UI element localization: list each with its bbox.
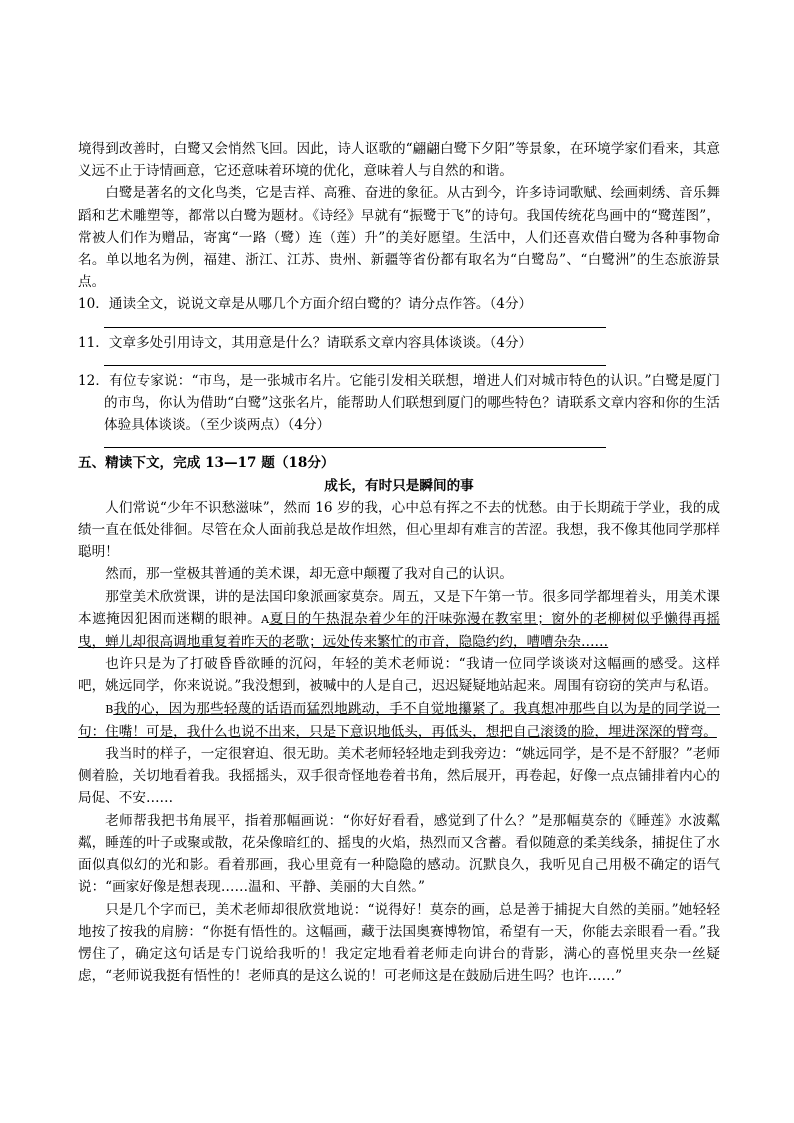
answer-line <box>104 436 606 448</box>
answer-line <box>104 316 606 328</box>
story-paragraph: 老师帮我把书角展平，指着那幅画说：“你好好看看，感觉到了什么？”是那幅莫奈的《睡莲》水波粼粼，睡莲的叶子或聚或散，花朵像暗红的、摇曳的火焰，热烈而又含蓄。看似随意的柔美线条，捕捉住了水面似真似幻的光和影。看着那画，我心里竟有一种隐隐的感动。沉默良久，我听见自己用极不确定的语气说：“画家好像是想表现……温和、平静、美丽的大自然。” <box>78 812 720 896</box>
story-paragraph: 也许只是为了打破昏昏欲睡的沉闷，年轻的美术老师说：“我请一位同学谈谈对这幅画的感受。这样吧，姚远同学，你来说说。”我没想到，被喊中的人是自己，迟迟疑疑地站起来。周围有窃窃的笑声与私语。 <box>78 656 720 695</box>
story-title: 成长，有时只是瞬间的事 <box>324 477 474 494</box>
story-paragraph <box>78 698 720 743</box>
question-10: 10．通读全文，说说文章是从哪几个方面介绍白鹭的？请分点作答。（4分） <box>78 296 533 313</box>
underlined-sentence-b: 我的心，因为那些轻蔑的话语而猛烈地跳动，手不自觉地攥紧了。我真想冲那些自以为是的同学说一句：住嘴！可是，我什么也说不出来，只是下意识地低头，再低头，想把自己滚烫的脸，埋进深深的臂弯。 <box>78 700 720 740</box>
story-paragraph: 只是几个字而已，美术老师却很欣赏地说：“说得好！莫奈的画，总是善于捕捉大自然的美丽。”她轻轻地按了按我的肩膀：“你挺有悟性的。这幅画，藏于法国奥赛博物馆，希望有一天，你能去亲眼看一看。”我愣住了，确定这句话是专门说给我听的！我定定地看着老师走向讲台的背影，满心的喜悦里夹杂一丝疑虑，“老师说我挺有悟性的！老师真的是这么说的！可老师这是在鼓励后进生吗？也许……” <box>78 901 720 985</box>
passage-paragraph: 境得到改善时，白鹭又会悄然飞回。因此，诗人讴歌的“翩翩白鹭下夕阳”等景象，在环境学家们看来，其意义远不止于诗情画意，它还意味着环境的优化，意味着人与自然的和谐。 <box>78 141 720 180</box>
question-12: 12．有位专家说：“市鸟，是一张城市名片。它能引发相关联想，增进人们对城市特色的认识。”白鹭是厦门的市鸟，你认为借助“白鹭”这张名片，能帮助人们联想到厦门的哪些特色？请联系文章内容和你的生活体验具体谈谈。（至少谈两点）（4分） <box>78 372 720 434</box>
answer-line <box>104 354 606 366</box>
underlined-sentence-a: 夏日的午热混杂着少年的汗味弥漫在教室里；窗外的老柳树似乎懒得再摇曳，蝉儿却很高调地重复着昨天的老歌；远处传来繁忙的市音，隐隐约约，嘈嘈杂杂…… <box>78 610 721 651</box>
passage-paragraph: 白鹭是著名的文化鸟类，它是吉祥、高雅、奋进的象征。从古到今，许多诗词歌赋、绘画刺绣、音乐舞蹈和艺术雕塑等，都常以白鹭为题材。《诗经》早就有“振鹭于飞”的诗句。我国传统花鸟画中的“鹭莲图”，常被人们作为赠品，寄寓“一路（鹭）连（莲）升”的美好愿望。生活中，人们还喜欢借白鹭为各种事物命名。单以地名为例，福建、浙江、江苏、贵州、新疆等省份都有取名为“白鹭岛”、“白鹭洲”的生态旅游景点。 <box>78 185 720 291</box>
section-heading: 五、精读下文，完成 13—17 题（18分） <box>78 455 335 472</box>
question-11: 11．文章多处引用诗文，其用意是什么？请联系文章内容具体谈谈。（4分） <box>78 334 533 351</box>
annotation-mark-b: B <box>105 702 114 716</box>
story-paragraph: 然而，那一堂极其普通的美术课，却无意中颠覆了我对自己的认识。 <box>105 566 513 583</box>
story-text: 那堂美术欣赏课，讲的是法国印象派画家莫奈。周五，又是下午第一节。很多同学都埋着头，用美术课本遮掩因犯困而迷糊的眼神。 <box>78 588 720 627</box>
story-paragraph: 我当时的样子，一定很窘迫、很无助。美术老师轻轻地走到我旁边：“姚远同学，是不是不舒服？”老师侧着脸，关切地看着我。我摇摇头，双手很奇怪地卷着书角，然后展开，再卷起，好像一点点铺排着内心的局促、不安…… <box>78 746 720 807</box>
annotation-mark-a: A <box>261 612 270 626</box>
document-page <box>78 138 720 987</box>
story-paragraph <box>78 586 720 654</box>
story-paragraph: 人们常说“少年不识愁滋味”，然而 16 岁的我，心中总有挥之不去的忧愁。由于长期疏于学业，我的成绩一直在低处徘徊。尽管在众人面前我总是故作坦然，但心里却有难言的苦涩。我想，我不像其他同学那样聪明！ <box>78 499 720 561</box>
